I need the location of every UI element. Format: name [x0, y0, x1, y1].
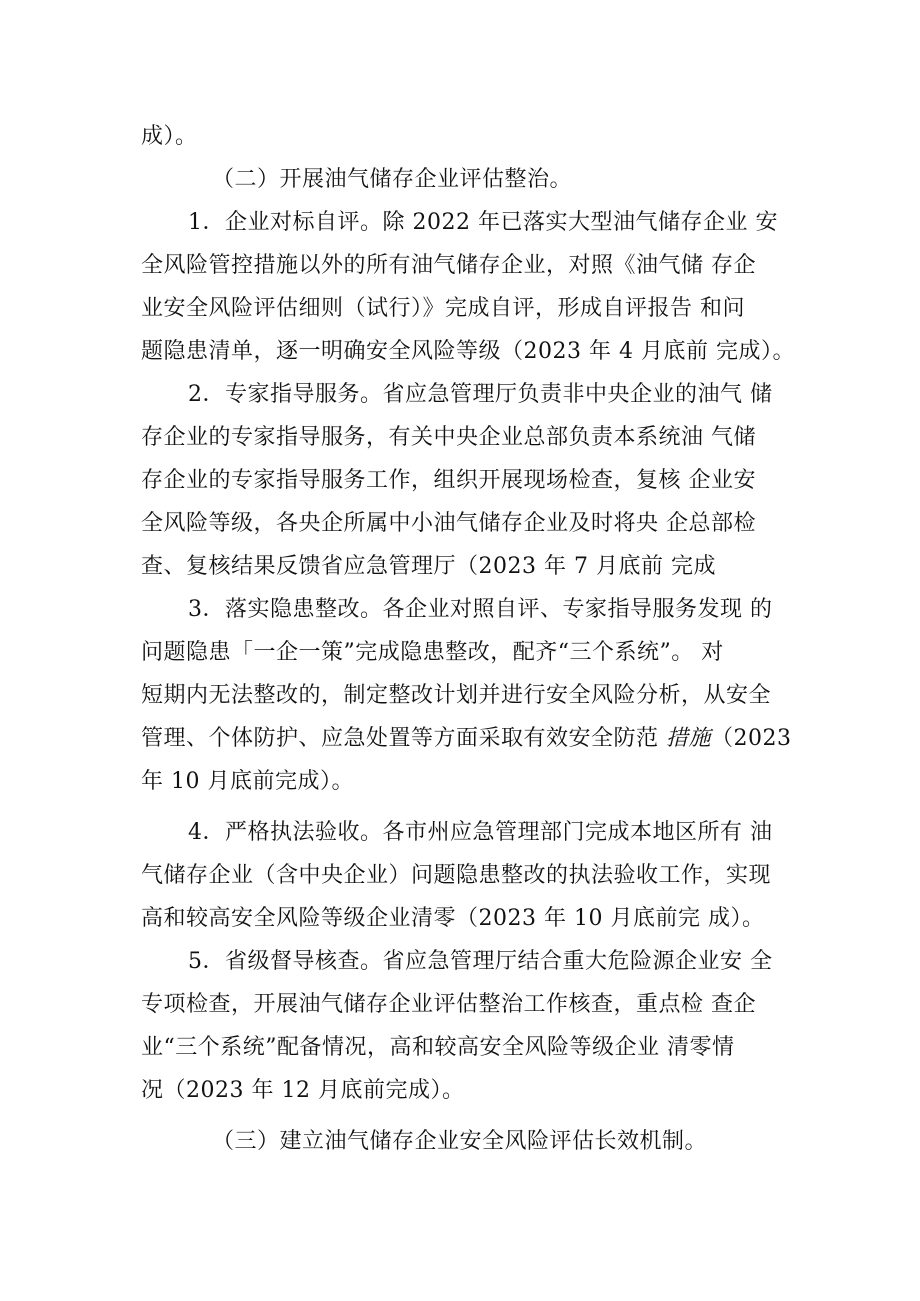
paragraph-3-line-4 [141, 719, 792, 759]
paragraph-4-line-1: 4．严格执法验收。各市州应急管理部门完成本地区所有 油 [188, 820, 773, 845]
paragraph-3-line-1: 3．落实隐患整改。各企业对照自评、专家指导服务发现 的 [188, 597, 773, 622]
section-heading-3: （三）建立油气储存企业安全风险评估长效机制。 [212, 1129, 708, 1154]
paragraph-3-line-4-text: 管理、个体防护、应急处置等方面采取有效安全防范 [141, 726, 666, 751]
paragraph-3-line-3: 短期内无法整改的，制定整改计划并进行安全风险分析，从安全 [141, 683, 772, 708]
paragraph-2-line-4: 全风险等级，各央企所属中小油气储存企业及时将央 企总部检 [141, 511, 756, 536]
paragraph-3-line-4-date: （2023 [711, 726, 792, 751]
paragraph-1-line-4: 题隐患清单，逐一明确安全风险等级（2023 年 4 月底前 完成）。 [141, 339, 795, 364]
paragraph-3-line-5: 年 10 月底前完成）。 [141, 769, 354, 794]
paragraph-5-line-1: 5．省级督导核查。省应急管理厅结合重大危险源企业安 全 [188, 949, 773, 974]
paragraph-5-line-3: 业“三个系统”配备情况，高和较高安全风险等级企业 清零情 [141, 1035, 735, 1060]
paragraph-2-line-3: 存企业的专家指导服务工作，组织开展现场检查，复核 企业安 [141, 468, 756, 493]
paragraph-4-line-2: 气储存企业（含中央企业）问题隐患整改的执法验收工作，实现 [141, 863, 772, 888]
paragraph-3-italic-measures: 措施 [666, 726, 712, 751]
paragraph-5-line-4: 况（2023 年 12 月底前完成）。 [141, 1078, 465, 1103]
paragraph-continuation: 成）。 [141, 124, 198, 149]
paragraph-2-line-5: 查、复核结果反馈省应急管理厅（2023 年 7 月底前 完成 [141, 554, 716, 579]
paragraph-2-line-2: 存企业的专家指导服务，有关中央企业总部负责本系统油 气储 [141, 425, 756, 450]
paragraph-5-line-2: 专项检查，开展油气储存企业评估整治工作核查，重点检 查企 [141, 992, 756, 1017]
paragraph-1-line-2: 全风险管控措施以外的所有油气储存企业，对照《油气储 存企 [141, 253, 756, 278]
paragraph-4-line-3: 高和较高安全风险等级企业清零（2023 年 10 月底前完 成）。 [141, 906, 765, 931]
paragraph-1-line-3: 业安全风险评估细则（试行）》完成自评，形成自评报告 和问 [141, 296, 745, 321]
section-heading-2: （二）开展油气储存企业评估整治。 [212, 167, 573, 192]
paragraph-3-line-2: 问题隐患「一企一策”完成隐患整改，配齐“三个系统”。 对 [141, 640, 724, 665]
paragraph-2-line-1: 2．专家指导服务。省应急管理厅负责非中央企业的油气 储 [188, 382, 773, 407]
paragraph-1-line-1: 1．企业对标自评。除 2022 年已落实大型油气储存企业 安 [188, 210, 778, 235]
